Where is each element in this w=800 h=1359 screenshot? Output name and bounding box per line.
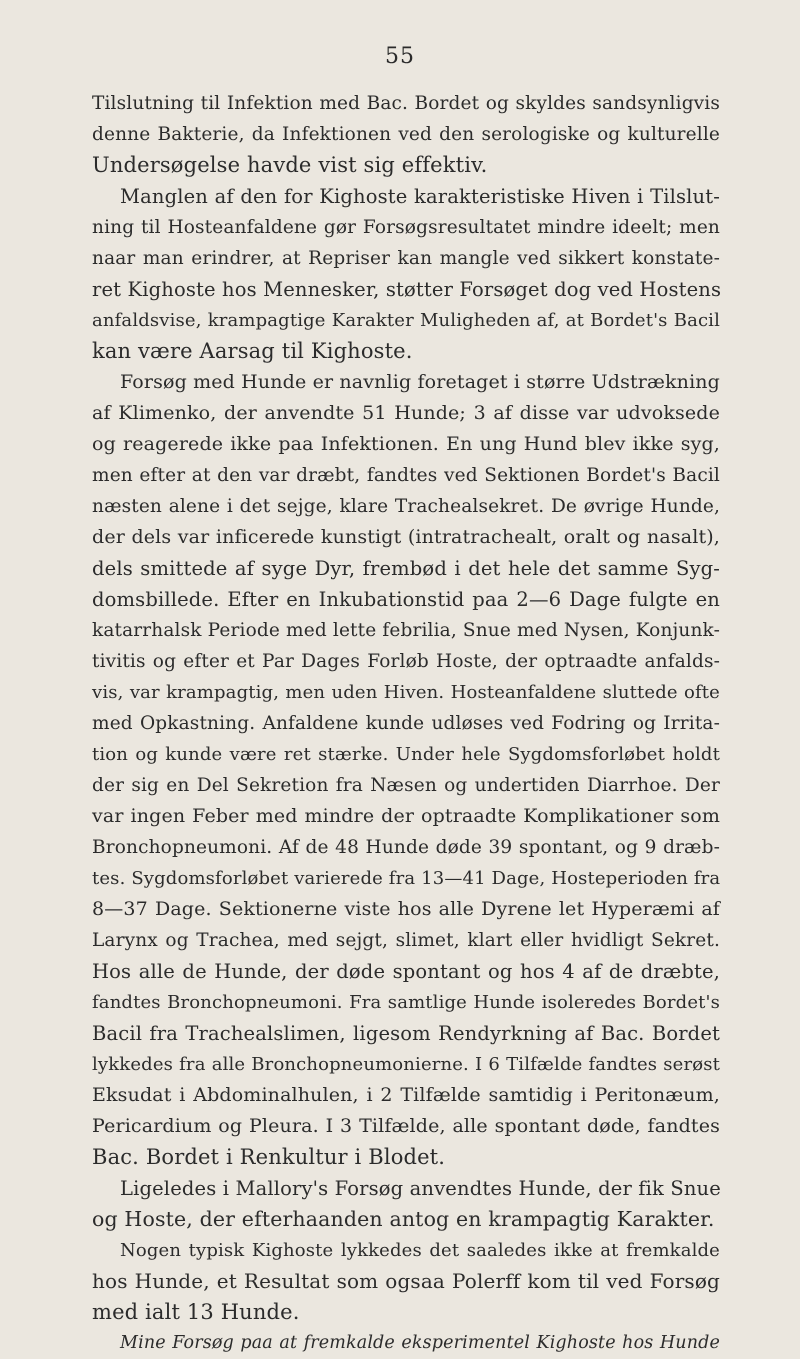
text-line: med ialt 13 Hunde. [92, 1300, 300, 1324]
body-text [92, 88, 720, 1359]
text-line: naar man erindrer, at Repriser kan mangle ved sikkert konstate- [92, 248, 720, 269]
text-line: med Opkastning. Anfaldene kunde udløses ved Fodring og Irrita- [92, 713, 720, 734]
text-line: Tilslutning til Infektion med Bac. Bordet og skyldes sandsynligvis [92, 93, 720, 114]
text-line: af Klimenko, der anvendte 51 Hunde; 3 af disse var udvoksede [92, 402, 720, 424]
text-line: Manglen af den for Kighoste karakteristiske Hiven i Tilslut- [120, 185, 720, 208]
text-line: og reagerede ikke paa Infektionen. En ung Hund blev ikke syg, [92, 433, 720, 455]
text-line: tivitis og efter et Par Dages Forløb Hoste, der optraadte anfalds- [92, 651, 720, 672]
page-number: 55 [385, 44, 415, 69]
text-line: ret Kighoste hos Mennesker, støtter Forsøget dog ved Hostens [92, 278, 722, 301]
text-line: ning til Hosteanfaldene gør Forsøgsresultatet mindre ideelt; men [92, 217, 720, 238]
text-line: lykkedes fra alle Bronchopneumonierne. I 6 Tilfælde fandtes serøst [92, 1054, 720, 1075]
text-line: Hos alle de Hunde, der døde spontant og hos 4 af de dræbte, [92, 960, 720, 983]
text-line: dels smittede af syge Dyr, frembød i det hele det samme Syg- [92, 557, 720, 580]
text-line: katarrhalsk Periode med lette febrilia, Snue med Nysen, Konjunk- [92, 620, 720, 641]
text-line: Forsøg med Hunde er navnlig foretaget i større Udstrækning [120, 371, 720, 393]
text-line: var ingen Feber med mindre der optraadte Komplikationer som [92, 805, 720, 827]
text-line: denne Bakterie, da Infektionen ved den serologiske og kulturelle [92, 124, 720, 145]
text-line: Ligeledes i Mallory's Forsøg anvendtes Hunde, der fik Snue [120, 1177, 721, 1200]
text-line: Bac. Bordet i Renkultur i Blodet. [92, 1145, 446, 1169]
text-line: tes. Sygdomsforløbet varierede fra 13—41 Dage, Hosteperioden fra [92, 868, 721, 889]
text-line: der sig en Del Sekretion fra Næsen og undertiden Diarrhoe. Der [92, 775, 720, 796]
text-line: Undersøgelse havde vist sig effektiv. [92, 153, 488, 177]
text-line: kan være Aarsag til Kighoste. [92, 339, 413, 363]
text-line: Eksudat i Abdominalhulen, i 2 Tilfælde samtidig i Peritonæum, [92, 1084, 720, 1106]
text-line: næsten alene i det sejge, klare Trachealsekret. De øvrige Hunde, [92, 496, 720, 517]
text-line: fandtes Bronchopneumoni. Fra samtlige Hunde isoleredes Bordet's [92, 992, 720, 1013]
text-line: Nogen typisk Kighoste lykkedes det saaledes ikke at fremkalde [120, 1240, 720, 1261]
text-line: Pericardium og Pleura. I 3 Tilfælde, alle spontant døde, fandtes [92, 1115, 720, 1137]
text-line: men efter at den var dræbt, fandtes ved Sektionen Bordet's Bacil [92, 465, 720, 486]
text-line: der dels var inficerede kunstigt (intratrachealt, oralt og nasalt), [92, 526, 720, 548]
text-line: Bacil fra Trachealslimen, ligesom Rendyrkning af Bac. Bordet [92, 1022, 720, 1045]
text-line: anfaldsvise, krampagtige Karakter Muligheden af, at Bordet's Bacil [92, 310, 720, 331]
text-line: domsbillede. Efter en Inkubationstid paa 2—6 Dage fulgte en [92, 588, 720, 611]
text-line: Bronchopneumoni. Af de 48 Hunde døde 39 spontant, og 9 dræb- [92, 837, 720, 858]
text-line: tion og kunde være ret stærke. Under hele Sygdomsforløbet holdt [92, 744, 720, 765]
text-line: 8—37 Dage. Sektionerne viste hos alle Dyrene let Hyperæmi af [92, 898, 720, 920]
text-line: Mine Forsøg paa at fremkalde eksperimentel Kighoste hos Hunde [120, 1333, 720, 1353]
text-line: Larynx og Trachea, med sejgt, slimet, klart eller hvidligt Sekret. [92, 930, 720, 951]
text-line: og Hoste, der efterhaanden antog en krampagtig Karakter. [92, 1207, 715, 1231]
text-line: hos Hunde, et Resultat som ogsaa Polerff kom til ved Forsøg [92, 1269, 720, 1293]
text-line: vis, var krampagtig, men uden Hiven. Hosteanfaldene sluttede ofte [92, 682, 720, 703]
